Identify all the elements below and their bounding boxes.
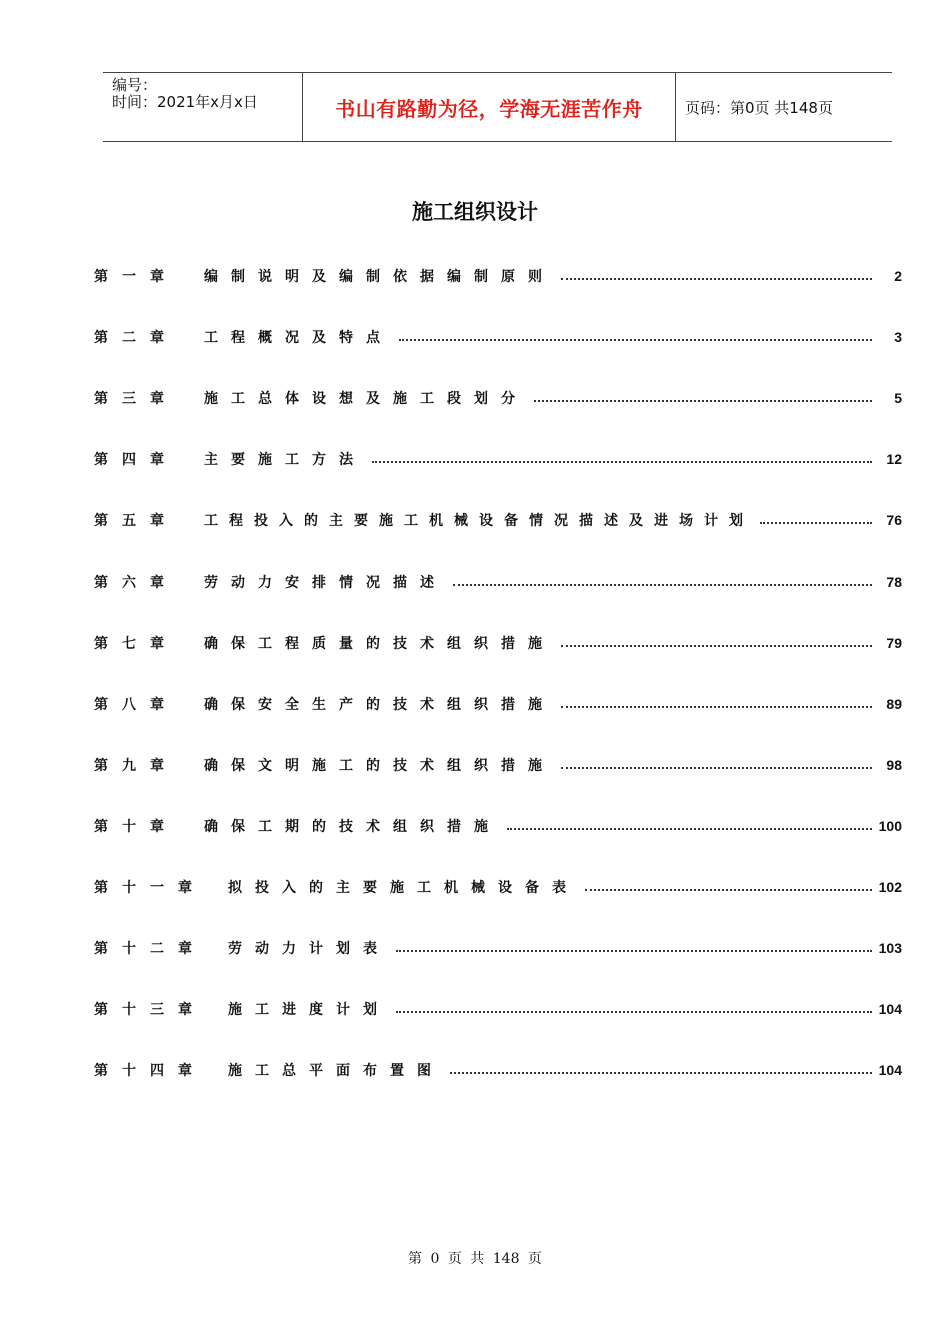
- toc-entry[interactable]: [94, 938, 902, 958]
- toc-page-number: 2: [894, 268, 902, 284]
- toc-chapter-number: 第六章: [94, 575, 178, 591]
- page-info: 页码：第0页 共148页: [685, 98, 833, 117]
- toc-chapter-title: 确保工期的技术组织措施: [204, 819, 501, 835]
- toc-entry[interactable]: [94, 266, 902, 286]
- toc-entry[interactable]: [94, 1060, 902, 1080]
- page-header: [103, 72, 892, 142]
- toc-entry[interactable]: [94, 694, 902, 714]
- toc-page-number: 78: [886, 574, 902, 590]
- toc-chapter-number: 第十三章: [94, 1002, 206, 1018]
- toc-chapter-title: 施工总平面布置图: [228, 1063, 444, 1079]
- toc-entry[interactable]: [94, 755, 902, 775]
- document-title: 施工组织设计: [412, 199, 538, 224]
- toc-chapter-title: 施工总体设想及施工段划分: [204, 391, 528, 407]
- toc-dot-leader: [399, 339, 872, 341]
- toc-chapter-number: 第十章: [94, 819, 178, 835]
- code-label: 编号：: [112, 76, 158, 94]
- toc-dot-leader: [760, 522, 872, 524]
- page-footer: 第 0 页 共 148 页: [408, 1251, 542, 1267]
- toc-dot-leader: [534, 400, 872, 402]
- toc-dot-leader: [453, 584, 872, 586]
- toc-page-number: 102: [878, 879, 902, 895]
- toc-page-number: 5: [894, 390, 902, 406]
- toc-dot-leader: [396, 950, 872, 952]
- toc-chapter-title: 施工进度计划: [228, 1002, 390, 1018]
- toc-entry[interactable]: [94, 327, 902, 347]
- toc-page-number: 76: [886, 512, 902, 528]
- toc-chapter-title: 拟投入的主要施工机械设备表: [228, 880, 579, 896]
- toc-chapter-number: 第九章: [94, 758, 178, 774]
- toc-dot-leader: [372, 461, 872, 463]
- toc-chapter-title: 确保工程质量的技术组织措施: [204, 636, 555, 652]
- toc-dot-leader: [450, 1072, 872, 1074]
- toc-dot-leader: [561, 278, 872, 280]
- toc-page-number: 79: [886, 635, 902, 651]
- toc-dot-leader: [561, 645, 872, 647]
- toc-entry[interactable]: [94, 388, 902, 408]
- motto: 书山有路勤为径，学海无涯苦作舟: [303, 73, 676, 141]
- toc-chapter-title: 工程概况及特点: [204, 330, 393, 346]
- toc-chapter-number: 第一章: [94, 269, 178, 285]
- toc-chapter-number: 第八章: [94, 697, 178, 713]
- toc-entry[interactable]: [94, 572, 902, 592]
- toc-page-number: 3: [894, 329, 902, 345]
- header-left-cell: [103, 73, 303, 141]
- toc-page-number: 89: [886, 696, 902, 712]
- toc-chapter-title: 工程投入的主要施工机械设备情况描述及进场计划: [204, 513, 754, 529]
- toc-entry[interactable]: [94, 999, 902, 1019]
- toc-chapter-title: 主要施工方法: [204, 452, 366, 468]
- toc-page-number: 104: [878, 1001, 902, 1017]
- toc-chapter-title: 确保文明施工的技术组织措施: [204, 758, 555, 774]
- toc-chapter-title: 劳动力计划表: [228, 941, 390, 957]
- toc-chapter-number: 第三章: [94, 391, 178, 407]
- toc-chapter-number: 第七章: [94, 636, 178, 652]
- toc-chapter-number: 第二章: [94, 330, 178, 346]
- toc-entry[interactable]: [94, 877, 902, 897]
- toc-dot-leader: [585, 889, 872, 891]
- toc-chapter-title: 编制说明及编制依据编制原则: [204, 269, 555, 285]
- time-label: 时间：2021年x月x日: [112, 93, 258, 111]
- toc-chapter-title: 劳动力安排情况描述: [204, 575, 447, 591]
- toc-page-number: 103: [878, 940, 902, 956]
- toc-chapter-number: 第四章: [94, 452, 178, 468]
- toc-page-number: 12: [886, 451, 902, 467]
- toc-entry[interactable]: [94, 633, 902, 653]
- toc-chapter-number: 第十二章: [94, 941, 206, 957]
- toc-dot-leader: [396, 1011, 872, 1013]
- toc-entry[interactable]: [94, 816, 902, 836]
- toc-dot-leader: [507, 828, 872, 830]
- toc-entry[interactable]: [94, 510, 902, 530]
- toc-page-number: 104: [878, 1062, 902, 1078]
- toc-dot-leader: [561, 767, 872, 769]
- toc-chapter-number: 第十一章: [94, 880, 206, 896]
- toc-dot-leader: [561, 706, 872, 708]
- toc-page-number: 98: [886, 757, 902, 773]
- toc-chapter-number: 第五章: [94, 513, 178, 529]
- toc-entry[interactable]: [94, 449, 902, 469]
- toc-page-number: 100: [878, 818, 902, 834]
- toc-chapter-title: 确保安全生产的技术组织措施: [204, 697, 555, 713]
- toc-chapter-number: 第十四章: [94, 1063, 206, 1079]
